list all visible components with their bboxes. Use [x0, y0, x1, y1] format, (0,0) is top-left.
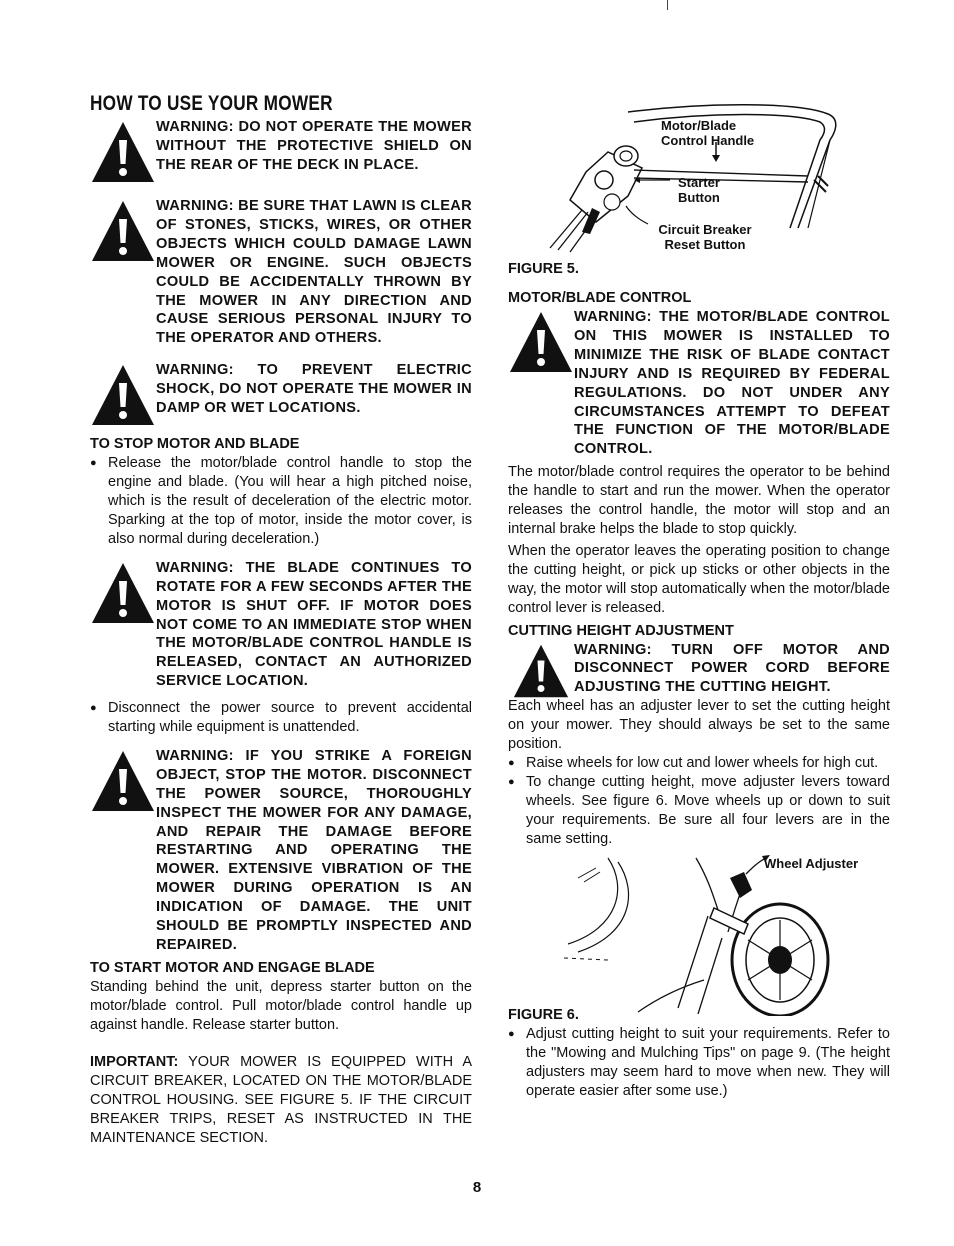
list-item: [90, 454, 472, 549]
warning-block: [90, 361, 472, 427]
page-title: HOW TO USE YOUR MOWER: [90, 92, 333, 115]
warning-triangle-icon: [508, 310, 574, 374]
list-item-text: Release the motor/blade control handle to stop the engine and blade. (You will hear a high pitched noise, which is the result of deceleration of the electric motor. Sparking at the top of motor, inside the motor cover, is also normal during deceleration.): [108, 455, 472, 547]
figure-5-illustration: [508, 100, 890, 260]
figure-6-label: FIGURE 6.: [508, 1007, 579, 1024]
start-instructions: Standing behind the unit, depress starter button on the motor/blade control. Pull motor/blade control handle up against handle. Release starter button.: [90, 978, 472, 1033]
callout-control-handle: Motor/Blade Control Handle: [661, 118, 755, 148]
warning-block: [508, 641, 890, 698]
callout-circuit-breaker: Circuit Breaker Reset Button: [658, 222, 752, 252]
warning-text: WARNING: TO PREVENT ELECTRIC SHOCK, DO NOT OPERATE THE MOWER IN DAMP OR WET LOCATIONS.: [156, 362, 472, 417]
important-note: [90, 1053, 472, 1148]
warning-triangle-icon: [90, 561, 156, 625]
section-heading-start: TO START MOTOR AND ENGAGE BLADE: [90, 959, 375, 976]
right-column: [508, 100, 890, 1101]
warning-text: WARNING: IF YOU STRIKE A FOREIGN OBJECT, STOP THE MOTOR. DISCONNECT THE POWER SOURCE, THOROUGHLY INSPECT THE MOWER FOR ANY DAMAGE, AND REPAIR THE DAMAGE BEFORE RESTARTING AND OPERATING THE MOWER. EXTENSIVE VIBRATION OF THE MOWER DURING OPERATION IS AN INDICATION OF DAMAGE. THE UNIT SHOULD BE PROMPTLY INSPECTED AND REPAIRED.: [156, 747, 472, 953]
motor-control-paragraph: The motor/blade control requires the operator to be behind the handle to start and run the mower. When the operator releases the control handle, the motor will stop and an internal brake helps the blade to stop quickly.: [508, 464, 890, 537]
figure-5-label: FIGURE 5.: [508, 261, 579, 277]
left-column: [90, 92, 472, 1148]
list-item-text: Disconnect the power source to prevent accidental starting while equipment is unattended.: [108, 700, 472, 736]
warning-text: WARNING: TURN OFF MOTOR AND DISCONNECT POWER CORD BEFORE ADJUSTING THE CUTTING HEIGHT.: [574, 641, 890, 696]
warning-text: WARNING: BE SURE THAT LAWN IS CLEAR OF STONES, STICKS, WIRES, OR OTHER OBJECTS WHICH COULD DAMAGE LAWN MOWER OR ENGINE. SUCH OBJECTS COULD BE ACCIDENTALLY THROWN BY THE MOWER IN ANY DIRECTION AND CAUSE SERIOUS PERSONAL INJURY TO THE OPERATOR AND OTHERS.: [156, 198, 472, 347]
warning-triangle-icon: [90, 120, 156, 184]
callout-wheel-adjuster: Wheel Adjuster: [764, 856, 859, 872]
bullet-dot-icon: ●: [508, 756, 515, 769]
list-item: [508, 1025, 890, 1101]
section-heading-stop: TO STOP MOTOR AND BLADE: [90, 436, 300, 453]
warning-block: [90, 197, 472, 348]
warning-block: [508, 308, 890, 459]
section-heading-cutting-height: CUTTING HEIGHT ADJUSTMENT: [508, 622, 734, 639]
warning-text: WARNING: DO NOT OPERATE THE MOWER WITHOUT THE PROTECTIVE SHIELD ON THE REAR OF THE DECK IN PLACE.: [156, 119, 472, 173]
bullet-dot-icon: ●: [508, 775, 515, 788]
warning-triangle-icon: [90, 363, 156, 427]
bullet-dot-icon: ●: [508, 1028, 515, 1041]
warning-triangle-icon: [90, 749, 156, 813]
bullet-dot-icon: ●: [90, 457, 97, 470]
list-item-text: To change cutting height, move adjuster levers toward wheels. See figure 6. Move wheels up or down to suit your requirements. Be sure all four levers are in the same setting.: [526, 773, 890, 847]
warning-text: WARNING: THE MOTOR/BLADE CONTROL ON THIS MOWER IS INSTALLED TO MINIMIZE THE RISK OF BLADE CONTACT INJURY AND IS REQUIRED BY FEDERAL REGULATIONS. DO NOT UNDER ANY CIRCUMSTANCES ATTEMPT TO DEFEAT THE FUNCTION OF THE MOTOR/BLADE CONTROL.: [574, 309, 890, 458]
list-item: [508, 754, 890, 773]
wheel-adjuster-drawing: [508, 848, 890, 1016]
warning-triangle-icon: [90, 199, 156, 263]
warning-block: [90, 118, 472, 184]
callout-starter-button: Starter Button: [678, 175, 720, 205]
list-item: [90, 699, 472, 737]
list-item: [508, 773, 890, 849]
warning-block: [90, 747, 472, 955]
page-number: 8: [472, 1179, 482, 1196]
figure-6-illustration: [508, 848, 890, 1016]
important-text: YOUR MOWER IS EQUIPPED WITH A CIRCUIT BREAKER, LOCATED ON THE MOTOR/BLADE CONTROL HOUSING. SEE FIGURE 5. IF THE CIRCUIT BREAKER TRIPS, RESET AS INSTRUCTED IN THE MAINTENANCE SECTION.: [90, 1053, 472, 1146]
cutting-height-paragraph: Each wheel has an adjuster lever to set the cutting height on your mower. They should always be set to the same position.: [508, 698, 890, 753]
motor-control-paragraph: When the operator leaves the operating position to change the cutting height, or pick up sticks or other objects in the way, the motor will stop automatically when the motor/blade control lever is released.: [508, 542, 890, 616]
page-edge-mark: [667, 0, 668, 10]
list-item-text: Raise wheels for low cut and lower wheels for high cut.: [526, 754, 879, 771]
warning-text: WARNING: THE BLADE CONTINUES TO ROTATE FOR A FEW SECONDS AFTER THE MOTOR IS SHUT OFF. IF MOTOR DOES NOT COME TO AN IMMEDIATE STOP WHEN THE MOTOR/BLADE CONTROL HANDLE IS RELEASED, CONTACT AN AUTHORIZED SERVICE LOCATION.: [156, 559, 472, 690]
warning-block: [90, 559, 472, 691]
warning-triangle-icon: [508, 643, 574, 695]
bullet-dot-icon: ●: [90, 702, 97, 715]
list-item-text: Adjust cutting height to suit your requirements. Refer to the "Mowing and Mulching Tips" on page 9. (The height adjusters may seem hard to move when new. They will operate easier after some use.): [526, 1026, 890, 1100]
important-label: IMPORTANT:: [90, 1053, 179, 1070]
section-heading-motor-control: MOTOR/BLADE CONTROL: [508, 290, 692, 306]
